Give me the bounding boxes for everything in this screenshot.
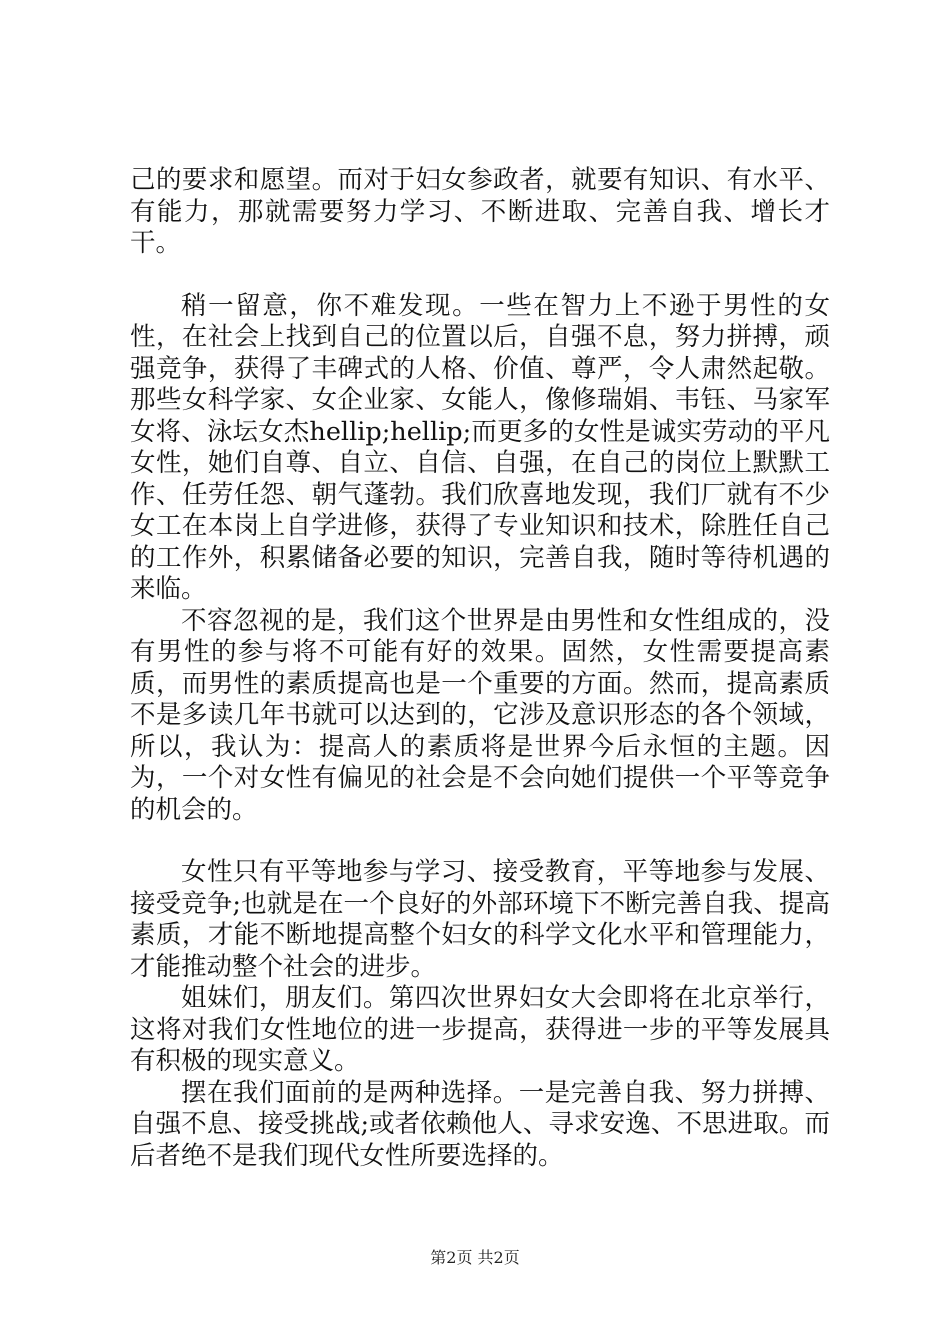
paragraph-continued: 己的要求和愿望。而对于妇女参政者，就要有知识、有水平、有能力，那就需要努力学习、不断进取、完善自我、增长才干。 (130, 165, 830, 258)
paragraph: 不容忽视的是，我们这个世界是由男性和女性组成的，没有男性的参与将不可能有好的效果。固然，女性需要提高素质，而男性的素质提高也是一个重要的方面。然而，提高素质不是多读几年书就可以达到的，它涉及意识形态的各个领域，所以，我认为：提高人的素质将是世界今后永恒的主题。因为，一个对女性有偏见的社会是不会向她们提供一个平等竞争的机会的。 (130, 605, 830, 825)
paragraph: 女性只有平等地参与学习、接受教育，平等地参与发展、接受竞争;也就是在一个良好的外部环境下不断完善自我、提高素质，才能不断地提高整个妇女的科学文化水平和管理能力，才能推动整个社会的进步。 (130, 857, 830, 982)
paragraph: 姐妹们，朋友们。第四次世界妇女大会即将在北京举行，这将对我们女性地位的进一步提高，获得进一步的平等发展具有积极的现实意义。 (130, 983, 830, 1076)
document-body (130, 165, 830, 1172)
paragraph: 稍一留意，你不难发现。一些在智力上不逊于男性的女性，在社会上找到自己的位置以后，自强不息，努力拼搏，顽强竞争，获得了丰碑式的人格、价值、尊严，令人肃然起敬。那些女科学家、女企业家、女能人，像修瑞娟、韦钰、马家军女将、泳坛女杰hellip;hellip;而更多的女性是诚实劳动的平凡女性，她们自尊、自立、自信、自强，在自己的岗位上默默工作、任劳任怨、朝气蓬勃。我们欣喜地发现，我们厂就有不少女工在本岗上自学进修，获得了专业知识和技术，除胜任自己的工作外，积累储备必要的知识，完善自我，随时等待机遇的来临。 (130, 290, 830, 604)
page-number-footer: 第2页 共2页 (430, 1248, 520, 1267)
paragraph: 摆在我们面前的是两种选择。一是完善自我、努力拼搏、自强不息、接受挑战;或者依赖他人、寻求安逸、不思进取。而后者绝不是我们现代女性所要选择的。 (130, 1077, 830, 1171)
